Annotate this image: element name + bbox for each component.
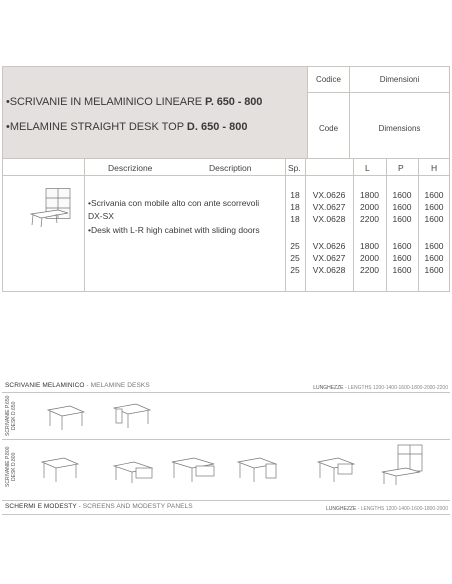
cell-code: VX.0628: [312, 214, 346, 224]
cell-code: VX.0626: [312, 190, 346, 200]
strip-title: SCHERMI E MODESTY - SCREENS AND MODESTY PANELS: [5, 503, 193, 510]
header-code: Code: [318, 124, 339, 133]
cell-p: 1600: [392, 265, 412, 275]
desk-d800-cabinet-icon: [112, 456, 154, 484]
desk-d800-high-cabinet-icon: [380, 444, 424, 486]
rule: [2, 439, 450, 440]
strip-lengths: LUNGHEZZE - LENGTHS 1200-1400-1600-1800-2000-2200: [313, 385, 448, 391]
rule: [2, 66, 450, 67]
col-description: Description: [209, 163, 252, 173]
rule: [2, 500, 450, 501]
cell-l: 2200: [360, 265, 379, 275]
rule: [2, 175, 450, 176]
cell-h: 1600: [424, 190, 444, 200]
cell-code: VX.0628: [312, 265, 346, 275]
title-italian: •SCRIVANIE IN MELAMINICO LINEARE P. 650 - 800: [6, 96, 263, 108]
cell-l: 1800: [360, 241, 379, 251]
desk-d800-icon: [40, 454, 80, 484]
cell-code: VX.0627: [312, 202, 346, 212]
rule: [84, 158, 85, 292]
strip-title: SCRIVANIE MELAMINICO - MELAMINE DESKS: [5, 382, 150, 389]
cell-h: 1600: [424, 253, 444, 263]
cell-sp: 18: [290, 214, 300, 224]
desk-d650-icon: [46, 402, 86, 432]
col-descrizione: Descrizione: [108, 163, 153, 173]
product-description-en: •Desk with L-R high cabinet with sliding doors: [88, 225, 260, 235]
rule: [308, 92, 450, 93]
cell-p: 1600: [392, 214, 412, 224]
cell-sp: 25: [290, 253, 300, 263]
cell-h: 1600: [424, 265, 444, 275]
header-dimensioni: Dimensioni: [379, 75, 420, 84]
cell-p: 1600: [392, 253, 412, 263]
col-p: P: [398, 163, 404, 173]
desk-d650-drawers-icon: [112, 400, 152, 430]
melamine-desks-strip: [0, 380, 452, 500]
desk-d800-return-icon: [170, 452, 216, 484]
rule: [2, 514, 450, 515]
cell-sp: 25: [290, 241, 300, 251]
price-table: [2, 66, 450, 292]
cell-sp: 25: [290, 265, 300, 275]
strip-lengths: LUNGHEZZE - LENGTHS 1200-1400-1600-1800-2000: [325, 506, 448, 512]
col-sp: Sp.: [288, 163, 301, 173]
product-description-it-cont: DX-SX: [88, 211, 114, 221]
screens-modesty-strip: [0, 500, 452, 520]
cell-code: VX.0626: [312, 241, 346, 251]
header-codice: Codice: [316, 75, 341, 84]
cell-sp: 18: [290, 202, 300, 212]
rule: [2, 392, 450, 393]
cell-p: 1600: [392, 241, 412, 251]
desk-d800-pedestal-icon: [236, 452, 278, 484]
cell-l: 2200: [360, 214, 379, 224]
cell-h: 1600: [424, 202, 444, 212]
cell-h: 1600: [424, 214, 444, 224]
rule: [2, 158, 450, 159]
header-dimensions: Dimensions: [378, 124, 421, 133]
desk-with-high-cabinet-icon: [30, 188, 72, 228]
cell-l: 2000: [360, 253, 379, 263]
cell-code: VX.0627: [312, 253, 346, 263]
col-l: L: [365, 163, 370, 173]
product-description-it: •Scrivania con mobile alto con ante scorrevoli: [88, 198, 260, 208]
cell-l: 1800: [360, 190, 379, 200]
cell-l: 2000: [360, 202, 379, 212]
rule: [2, 291, 450, 292]
title-english: •MELAMINE STRAIGHT DESK TOP D. 650 - 800: [6, 121, 248, 133]
cell-sp: 18: [290, 190, 300, 200]
row-label-d800: SCRIVANIE P.800 DESK D.800: [5, 446, 17, 488]
col-h: H: [431, 163, 438, 173]
table-header-title-area: [2, 66, 308, 158]
cell-p: 1600: [392, 190, 412, 200]
cell-p: 1600: [392, 202, 412, 212]
desk-d800-side-icon: [316, 454, 356, 484]
cell-h: 1600: [424, 241, 444, 251]
row-label-d650: SCRIVANIE P.650 DESK D.650: [5, 395, 17, 436]
rule: [2, 66, 3, 292]
